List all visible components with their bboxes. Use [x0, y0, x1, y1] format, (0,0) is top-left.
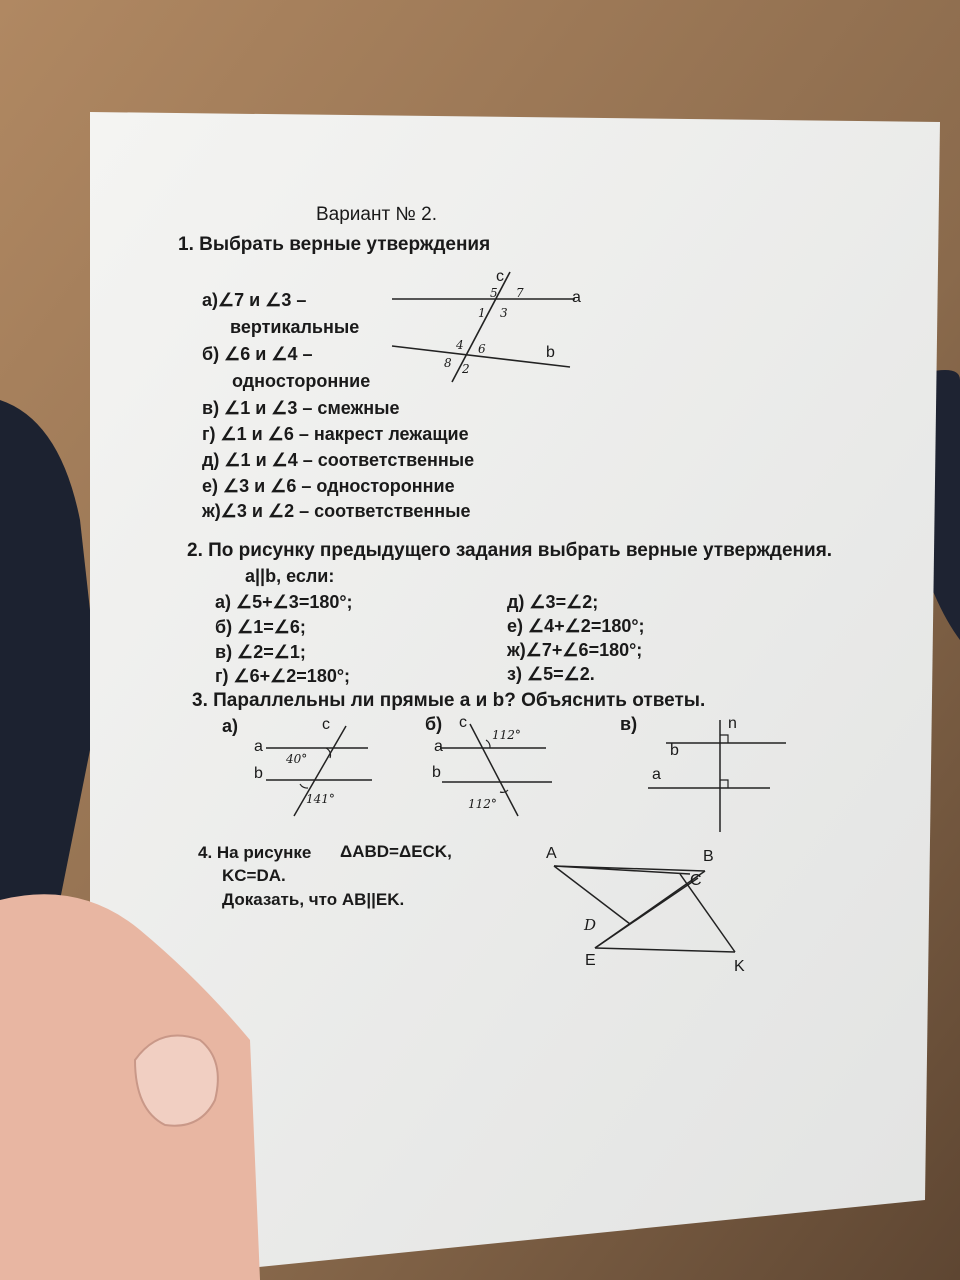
- q2-right-d: д) ∠3=∠2;: [507, 592, 599, 612]
- transversal-c: [452, 272, 510, 382]
- q1-item-a: а)∠7 и ∠3 –: [202, 290, 307, 310]
- q2-right-zh: ж)∠7+∠6=180°;: [507, 640, 643, 660]
- angle-4: 4: [456, 338, 464, 352]
- angle-5: 5: [490, 286, 498, 300]
- angle-1: 1: [478, 306, 486, 320]
- q1-item-b-cont: односторонние: [232, 371, 371, 391]
- q3a-angle1: 40°: [286, 752, 308, 766]
- q1-item-zh: ж)∠3 и ∠2 – соответственные: [202, 501, 471, 521]
- q4-point-C: C: [690, 872, 702, 889]
- q2-left-a: а) ∠5+∠3=180°;: [215, 592, 353, 612]
- q3b-angle2: 112°: [468, 797, 497, 811]
- q3a-a: a: [254, 738, 263, 755]
- q3a-b: b: [254, 765, 263, 782]
- q4-CK: [680, 874, 735, 952]
- q3b-a: a: [434, 738, 443, 755]
- q3c-right-angle-1: [720, 735, 728, 743]
- q3a-label: а): [222, 716, 239, 736]
- q4-figure: [540, 850, 760, 970]
- q1-item-e: е) ∠3 и ∠6 – односторонние: [202, 476, 455, 496]
- q1-title: 1. Выбрать верные утверждения: [178, 234, 491, 255]
- q3c-label: в): [620, 714, 638, 734]
- q4-point-D: D: [584, 916, 597, 934]
- q4-point-E: E: [585, 952, 596, 969]
- q3b-b: b: [432, 764, 441, 781]
- variant-title: Вариант № 2.: [316, 204, 437, 225]
- q4-point-B: B: [703, 848, 714, 865]
- q2-left-v: в) ∠2=∠1;: [215, 642, 306, 662]
- q1-item-g: г) ∠1 и ∠6 – накрест лежащие: [202, 424, 469, 444]
- q3c-right-angle-2: [720, 780, 728, 788]
- q1-item-d: д) ∠1 и ∠4 – соответственные: [202, 450, 475, 470]
- q3c-a: a: [652, 766, 661, 783]
- angle-6: 6: [478, 342, 486, 356]
- q4-equality: ΔABD=ΔECK,: [340, 842, 452, 861]
- q3-title: 3. Параллельны ли прямые a и b? Объяснить ответы.: [192, 690, 706, 711]
- q3b-c: c: [459, 714, 467, 731]
- q1-item-b: б) ∠6 и ∠4 –: [202, 344, 313, 364]
- q4-line3: Доказать, что AB||EK.: [222, 890, 405, 909]
- q1-label-a: a: [572, 289, 581, 306]
- q3b-arc1: [486, 740, 490, 748]
- q4-line1: 4. На рисунке: [198, 843, 312, 862]
- q2-right-e: е) ∠4+∠2=180°;: [507, 616, 645, 636]
- q3c-n: n: [728, 715, 737, 732]
- q1-figure: [380, 262, 600, 392]
- q4-point-K: K: [734, 958, 745, 975]
- q3b-angle1: 112°: [492, 728, 521, 742]
- q3a-angle2: 141°: [306, 792, 335, 806]
- q3b-label: б): [425, 714, 443, 734]
- q2-title: 2. По рисунку предыдущего задания выбрать верные утверждения.: [187, 540, 833, 561]
- q1-label-c: c: [496, 268, 504, 285]
- q1-item-a-cont: вертикальные: [230, 317, 360, 337]
- q4-EK: [595, 948, 735, 952]
- q2-left-b: б) ∠1=∠6;: [215, 617, 306, 637]
- q4-point-A: A: [546, 845, 557, 862]
- q3c-figure: [640, 718, 800, 838]
- angle-8: 8: [444, 356, 452, 370]
- q4-line2: KC=DA.: [222, 866, 286, 885]
- angle-3: 3: [500, 306, 508, 320]
- angle-2: 2: [462, 362, 470, 376]
- q3a-c: c: [322, 716, 330, 733]
- q1-label-b: b: [546, 344, 555, 361]
- q2-right-z: з) ∠5=∠2.: [507, 664, 595, 684]
- q1-item-v: в) ∠1 и ∠3 – смежные: [202, 398, 400, 418]
- q3a-arc2: [300, 784, 308, 788]
- angle-7: 7: [516, 286, 524, 300]
- q2-condition: a||b, если:: [245, 566, 335, 586]
- q2-left-g: г) ∠6+∠2=180°;: [215, 666, 351, 686]
- q3c-b: b: [670, 742, 679, 759]
- q4-EC: [595, 878, 698, 948]
